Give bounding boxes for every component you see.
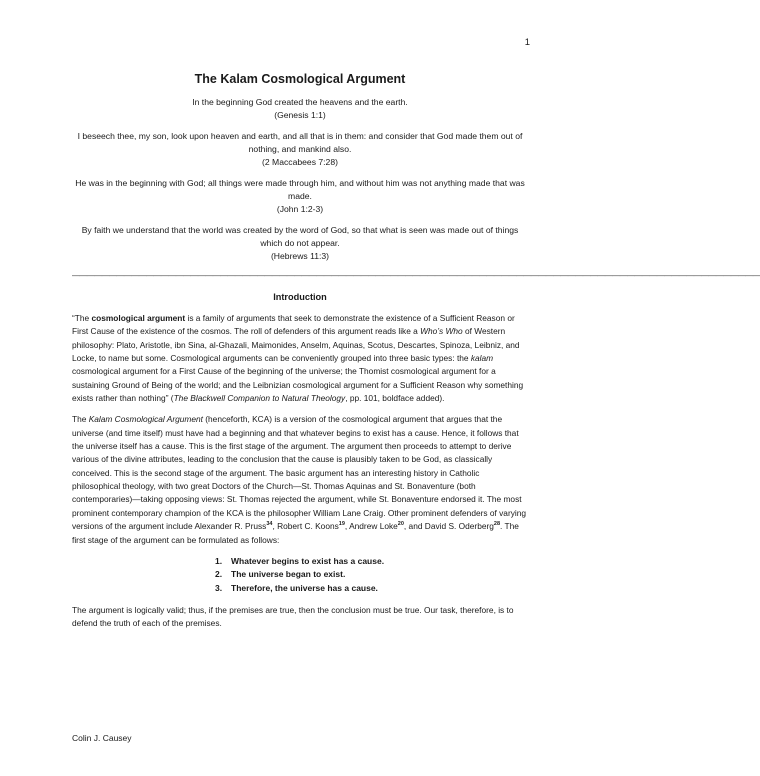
document-title: The Kalam Cosmological Argument [194, 72, 406, 86]
premise-number: 2. [215, 569, 223, 580]
intro-text: of Western philosophy: Plato, Aristotle, ibn Sina, al-Ghazali, Maimonides, Anselm, Aquinas, Scotus, Descartes, Spinoza, Leibniz, and Locke, to name but some. Cosmological arguments can be conveniently grouped into three basic types: the [72, 326, 520, 364]
epigraph-text: I beseech thee, my son, look upon heaven and earth, and all that is in them: and consider that God made them out of nothing, and mankind also. [77, 131, 523, 154]
citation-title: The Blackwell Companion to Natural Theology [173, 393, 346, 404]
footnote-ref: 28 [493, 521, 501, 528]
footnote-ref: 34 [266, 521, 273, 528]
kca-text: , and David S. Oderberg [403, 521, 494, 532]
premise-number: 3. [215, 583, 223, 594]
epigraph-reference: (Genesis 1:1) [274, 110, 326, 120]
section-heading: Introduction [273, 292, 327, 302]
intro-text: cosmological argument for a First Cause of the beginning of the universe; the Thomist cosmological argument for a sustaining Ground of Being of the world; and the Leibnizian cosmological argument for a Sufficient Reason why something exists rather than nothing” ( [72, 366, 524, 404]
document-body [72, 72, 760, 638]
premise-text: Whatever begins to exist has a cause. [231, 555, 385, 566]
epigraph-text: He was in the beginning with God; all things were made through him, and without him was not anything made that was made. [75, 178, 525, 201]
premise-item [72, 582, 528, 596]
epigraph-reference: (John 1:2-3) [276, 204, 324, 214]
epigraph-text: In the beginning God created the heavens and the earth. [192, 97, 408, 107]
section-divider: ————————————————————————————————————————————————————————————————————————————————————————————— [72, 271, 760, 280]
epigraph-text: By faith we understand that the world was created by the word of God, so that what is seen was made out of things which do not appear. [81, 225, 519, 248]
premise-text: The universe began to exist. [231, 569, 346, 580]
epigraph [72, 96, 528, 122]
epigraph [72, 130, 528, 169]
italic-term: Who’s Who [420, 326, 463, 337]
conclusion-paragraph: The argument is logically valid; thus, if the premises are true, then the conclusion must be true. Our task, therefore, is to defend the truth of each of the premises. [72, 604, 514, 628]
kca-text: . The first stage of the argument can be formulated as follows: [72, 521, 519, 545]
premise-list [72, 555, 528, 596]
footnote-ref: 20 [397, 521, 404, 528]
intro-text: is a family of arguments that seek to demonstrate the existence of a Sufficient Reason or First Cause of the existence of the cosmos. The roll of defenders of this argument reads like a [72, 313, 515, 337]
premise-text: Therefore, the universe has a cause. [231, 583, 378, 594]
footnote-ref: 19 [338, 521, 345, 528]
italic-term: kalam [470, 353, 494, 364]
footer-author: Colin J. Causey [72, 733, 132, 743]
page-number: 1 [524, 37, 530, 48]
kca-text: (henceforth, KCA) is a version of the cosmological argument that argues that the universe (and time itself) must have had a beginning and that whatever begins to exist has a cause. Hence, it follows that the universe itself has a cause. This is the first stage of the argument. The argument then proceeds to attempt to derive various of the divine attributes, leading to the conclusion that the cause is plausibly taken to be God, as classically conceived. This is the second stage of the argument. The basic argument has an interesting history in Catholic philosophical theology, with two great Doctors of the Church—St. Thomas Aquinas and St. Bonaventure (both contemporaries)—taking opposing views: St. Thomas rejected the argument, while St. Bonaventure endorsed it. The most prominent contemporary champion of the KCA is the philosopher William Lane Craig. Other prominent defenders of varying versions of the argument include Alexander R. Pruss [72, 414, 527, 532]
intro-paragraph [72, 312, 528, 405]
kca-text: , Andrew Loke [344, 521, 398, 532]
italic-term: Kalam Cosmological Argument [88, 414, 203, 425]
kca-text: The [72, 414, 89, 425]
epigraph [72, 177, 528, 216]
premise-item [72, 555, 528, 569]
intro-open-quote: “The [72, 313, 92, 323]
epigraph-reference: (Hebrews 11:3) [270, 251, 330, 261]
premise-item [72, 568, 528, 582]
premise-number: 1. [215, 555, 223, 566]
kca-text: , Robert C. Koons [272, 521, 339, 532]
bold-term: cosmological argument [91, 313, 186, 323]
epigraph-reference: (2 Maccabees 7:28) [262, 157, 338, 167]
intro-text: , pp. 101, boldface added). [345, 393, 445, 404]
kca-paragraph [72, 413, 528, 546]
epigraph [72, 224, 528, 263]
